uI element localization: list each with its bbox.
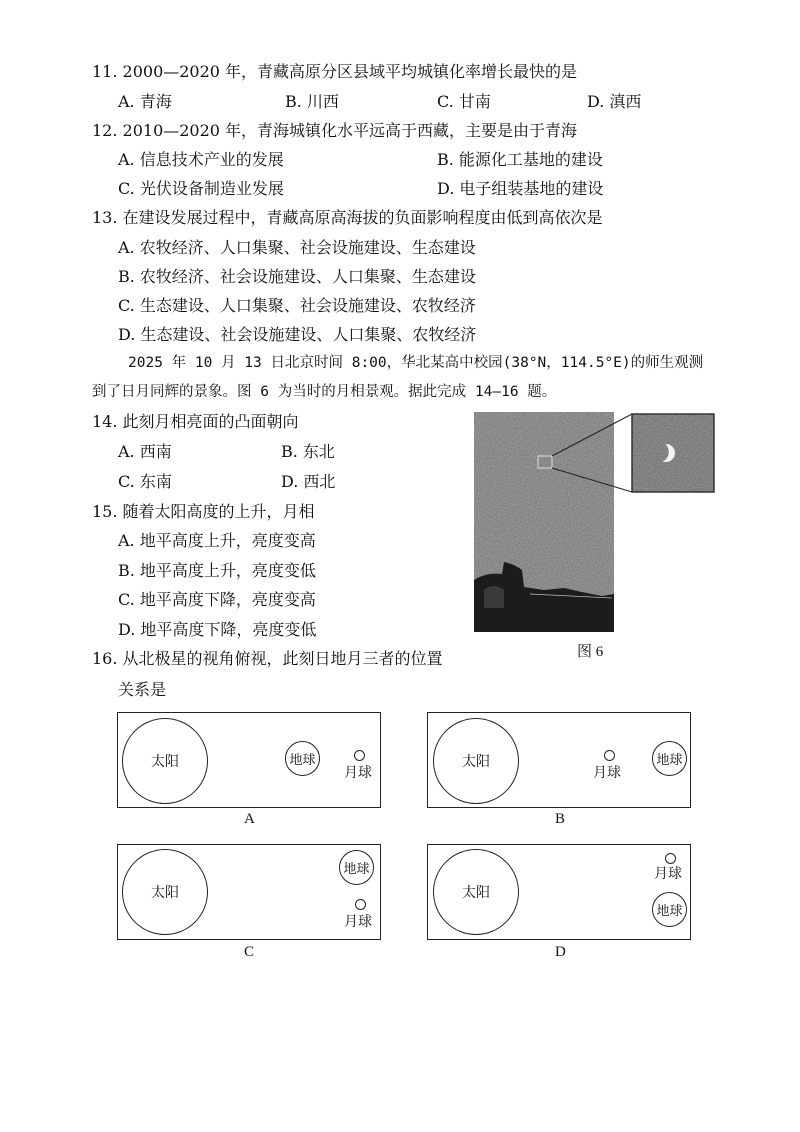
diagram-c-moon-label: 月球	[344, 914, 372, 930]
diagram-a-moon-label: 月球	[344, 765, 372, 781]
q15-option-c: C. 地平高度下降，亮度变高	[118, 590, 316, 609]
q11-stem: 11. 2000—2020 年，青藏高原分区县域平均城镇化率增长最快的是	[92, 62, 578, 81]
diagram-c-earth: 地球	[339, 850, 374, 885]
diagram-d-sun: 太阳	[433, 849, 519, 935]
q12-option-d: D. 电子组装基地的建设	[437, 179, 604, 198]
q13-option-c: C. 生态建设、人口集聚、社会设施建设、农牧经济	[118, 296, 476, 315]
q13-stem: 13. 在建设发展过程中，青藏高原高海拔的负面影响程度由低到高依次是	[92, 208, 603, 227]
diagram-b-moon-icon	[604, 750, 615, 761]
diagram-b-sun: 太阳	[433, 718, 519, 804]
figure6-caption: 图 6	[577, 644, 604, 660]
building-dome	[484, 586, 504, 608]
diagram-c-moon-icon	[355, 899, 366, 910]
q11-option-b: B. 川西	[285, 92, 339, 111]
q16-stem-continued: 关系是	[118, 680, 167, 699]
diagram-c-sun: 太阳	[122, 849, 208, 935]
q11-option-c: C. 甘南	[437, 92, 491, 111]
q12-option-a: A. 信息技术产业的发展	[118, 150, 284, 169]
q14-stem: 14. 此刻月相亮面的凸面朝向	[92, 412, 299, 431]
q11-option-a: A. 青海	[118, 92, 172, 111]
diagram-d-earth: 地球	[652, 892, 687, 927]
q13-option-a: A. 农牧经济、人口集聚、社会设施建设、生态建设	[118, 238, 476, 257]
diagram-b-letter: B	[555, 811, 566, 827]
diagram-d-moon-icon	[665, 853, 676, 864]
q11-option-d: D. 滇西	[587, 92, 642, 111]
q12-option-c: C. 光伏设备制造业发展	[118, 179, 284, 198]
q12-stem: 12. 2010—2020 年，青海城镇化水平远高于西藏，主要是由于青海	[92, 121, 578, 140]
diagram-d-moon-label: 月球	[654, 866, 682, 882]
diagram-d-letter: D	[555, 944, 566, 960]
intro-line-1: 2025 年 10 月 13 日北京时间 8:00，华北某高中校园(38°N，114.5°E)的师生观测	[128, 355, 704, 371]
diagram-a-letter: A	[244, 811, 255, 827]
q15-option-a: A. 地平高度上升，亮度变高	[118, 531, 316, 550]
intro-line-2: 到了日月同辉的景象。图 6 为当时的月相景观。据此完成 14—16 题。	[92, 384, 557, 400]
q14-option-a: A. 西南	[118, 442, 172, 461]
diagram-c-letter: C	[244, 944, 255, 960]
diagram-a-earth: 地球	[285, 741, 320, 776]
diagram-a-sun: 太阳	[122, 718, 208, 804]
diagram-b-moon-label: 月球	[593, 765, 621, 781]
q14-option-c: C. 东南	[118, 472, 172, 491]
q14-option-d: D. 西北	[281, 472, 336, 491]
diagram-b-earth: 地球	[652, 741, 687, 776]
q15-option-b: B. 地平高度上升，亮度变低	[118, 561, 316, 580]
q15-stem: 15. 随着太阳高度的上升，月相	[92, 502, 315, 521]
q12-option-b: B. 能源化工基地的建设	[437, 150, 603, 169]
q13-option-d: D. 生态建设、社会设施建设、人口集聚、农牧经济	[118, 325, 477, 344]
q15-option-d: D. 地平高度下降，亮度变低	[118, 620, 317, 639]
q16-stem: 16. 从北极星的视角俯视，此刻日地月三者的位置	[92, 649, 443, 668]
diagram-a-moon-icon	[354, 750, 365, 761]
moon-photo-figure	[474, 412, 718, 636]
q13-option-b: B. 农牧经济、社会设施建设、人口集聚、生态建设	[118, 267, 476, 286]
q14-option-b: B. 东北	[281, 442, 335, 461]
